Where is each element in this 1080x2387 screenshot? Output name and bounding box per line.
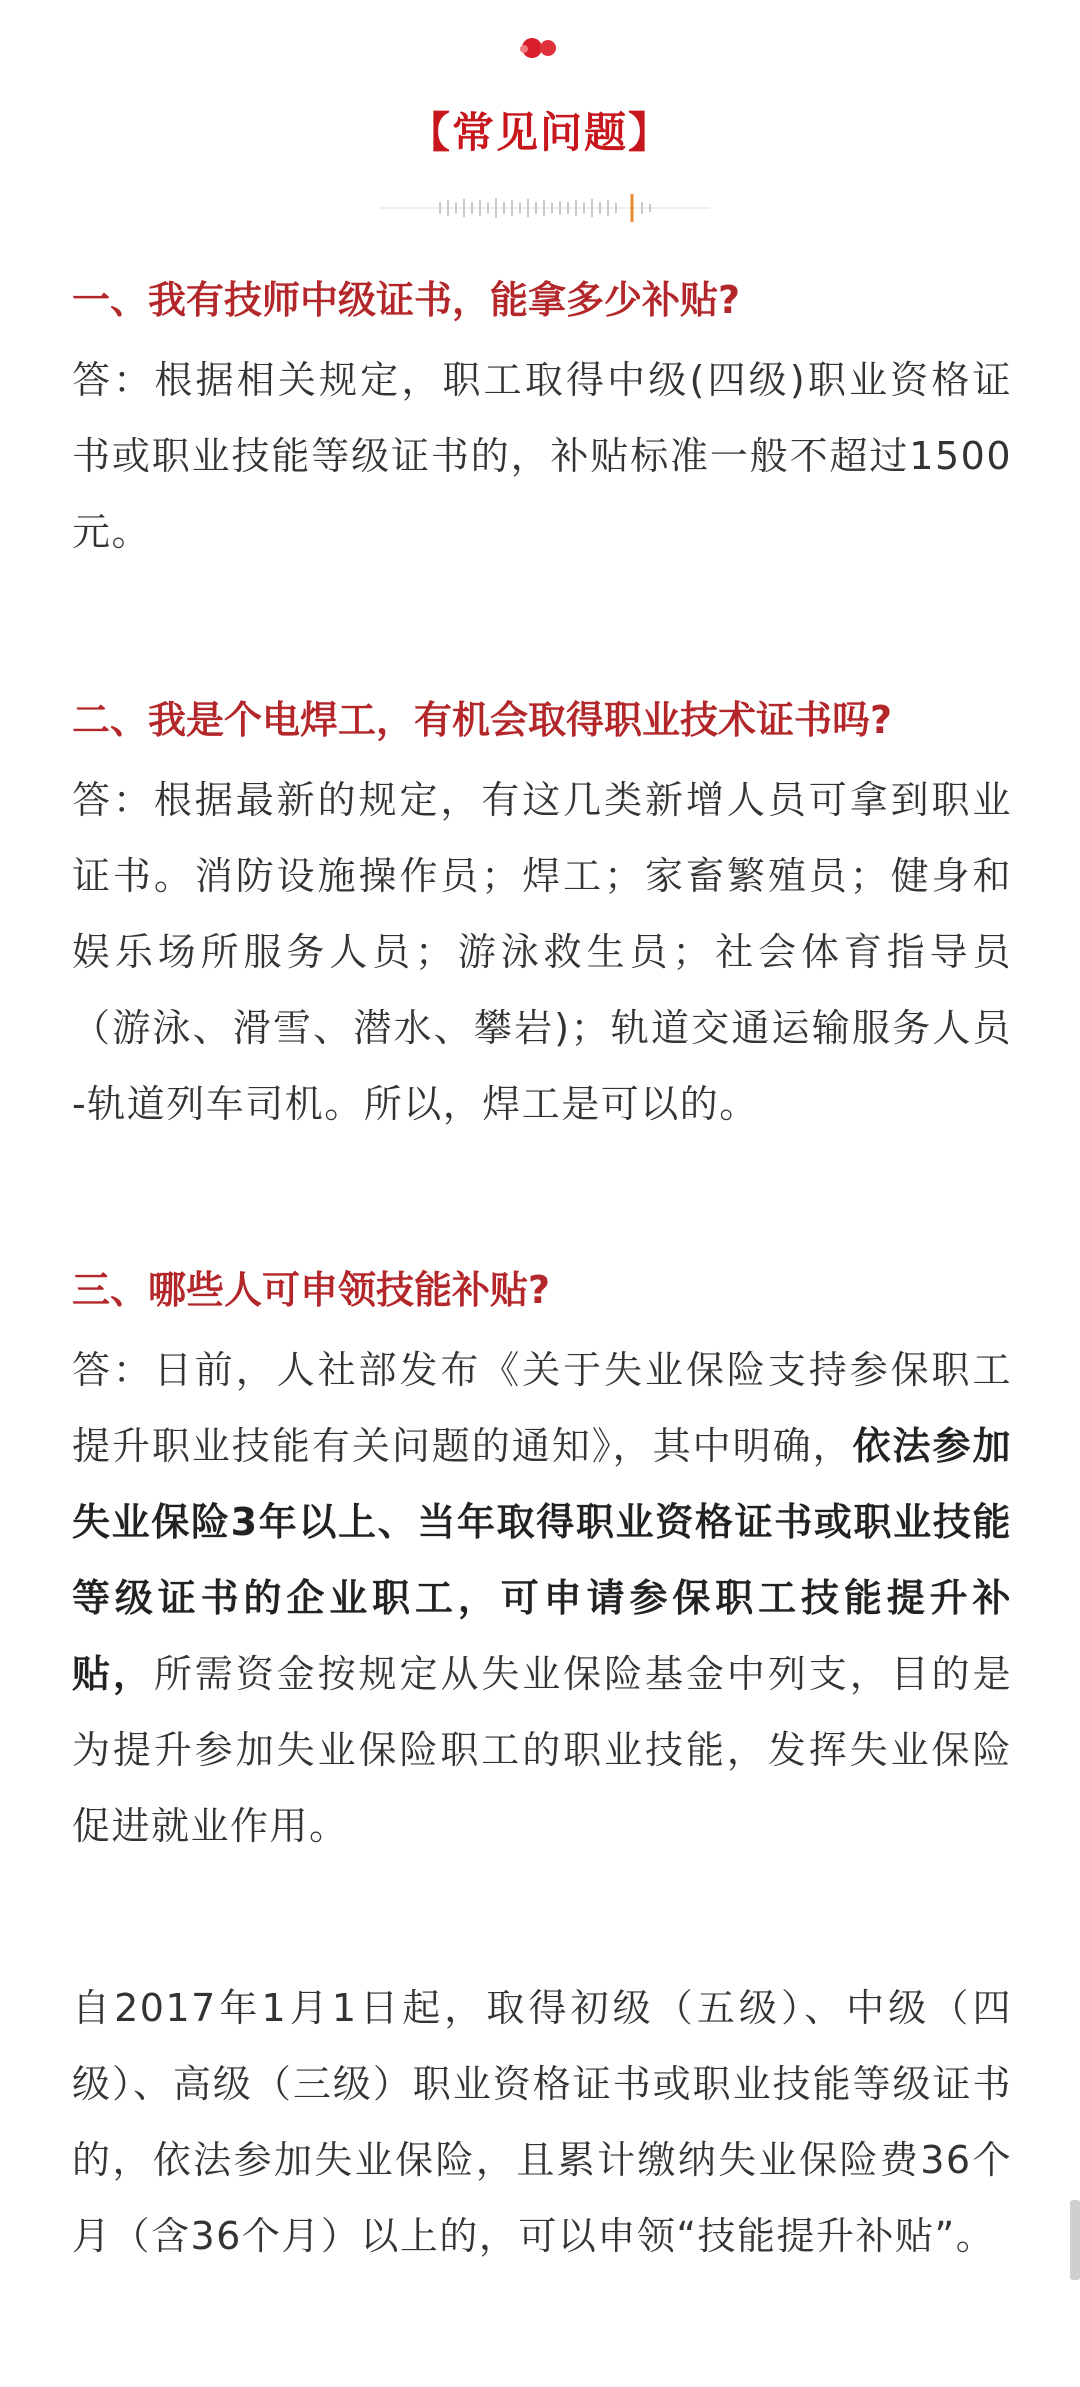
answer-3-intro: 答：日前，人社部发布《关于失业保险支持参保职工提升职业技能有关问题的通知》，其中明确， <box>72 1348 1012 1468</box>
page-title: 【常见问题】 <box>407 108 672 157</box>
closing-section <box>72 1970 1012 2274</box>
qa-item-2 <box>72 690 1012 1142</box>
closing-paragraph: 自2017年1月1日起，取得初级（五级）、中级（四级）、高级（三级）职业资格证书或职业技能等级证书的，依法参加失业保险，且累计缴纳失业保险费36个月（含36个月）以上的，可以申领“技能提升补贴”。 <box>72 1986 1012 2258</box>
qa-item-3 <box>72 1260 1012 1864</box>
waveform-divider-icon <box>380 190 710 226</box>
qa-item-1 <box>72 270 1012 570</box>
question-3: 三、哪些人可申领技能补贴? <box>72 1268 551 1312</box>
answer-3-highlight: 依法参加失业保险3年以上、当年取得职业资格证书或职业技能等级证书的企业职工，可申请参保职工技能提升补贴， <box>72 1424 1012 1696</box>
answer-1: 答：根据相关规定，职工取得中级(四级)职业资格证书或职业技能等级证书的，补贴标准一般不超过1500元。 <box>72 358 1012 554</box>
red-bead-ornament-icon <box>512 30 572 66</box>
question-1: 一、我有技师中级证书，能拿多少补贴? <box>72 278 741 322</box>
scrollbar-thumb[interactable] <box>1070 2200 1080 2280</box>
answer-3-rest: 所需资金按规定从失业保险基金中列支，目的是为提升参加失业保险职工的职业技能，发挥失业保险促进就业作用。 <box>72 1652 1012 1848</box>
question-2: 二、我是个电焊工，有机会取得职业技术证书吗? <box>72 698 893 742</box>
answer-3 <box>72 1332 1012 1864</box>
answer-2: 答：根据最新的规定，有这几类新增人员可拿到职业证书。消防设施操作员；焊工；家畜繁殖员；健身和娱乐场所服务人员；游泳救生员；社会体育指导员（游泳、滑雪、潜水、攀岩)；轨道交通运输服务人员 -轨道列车司机。所以，焊工是可以的。 <box>72 778 1012 1126</box>
